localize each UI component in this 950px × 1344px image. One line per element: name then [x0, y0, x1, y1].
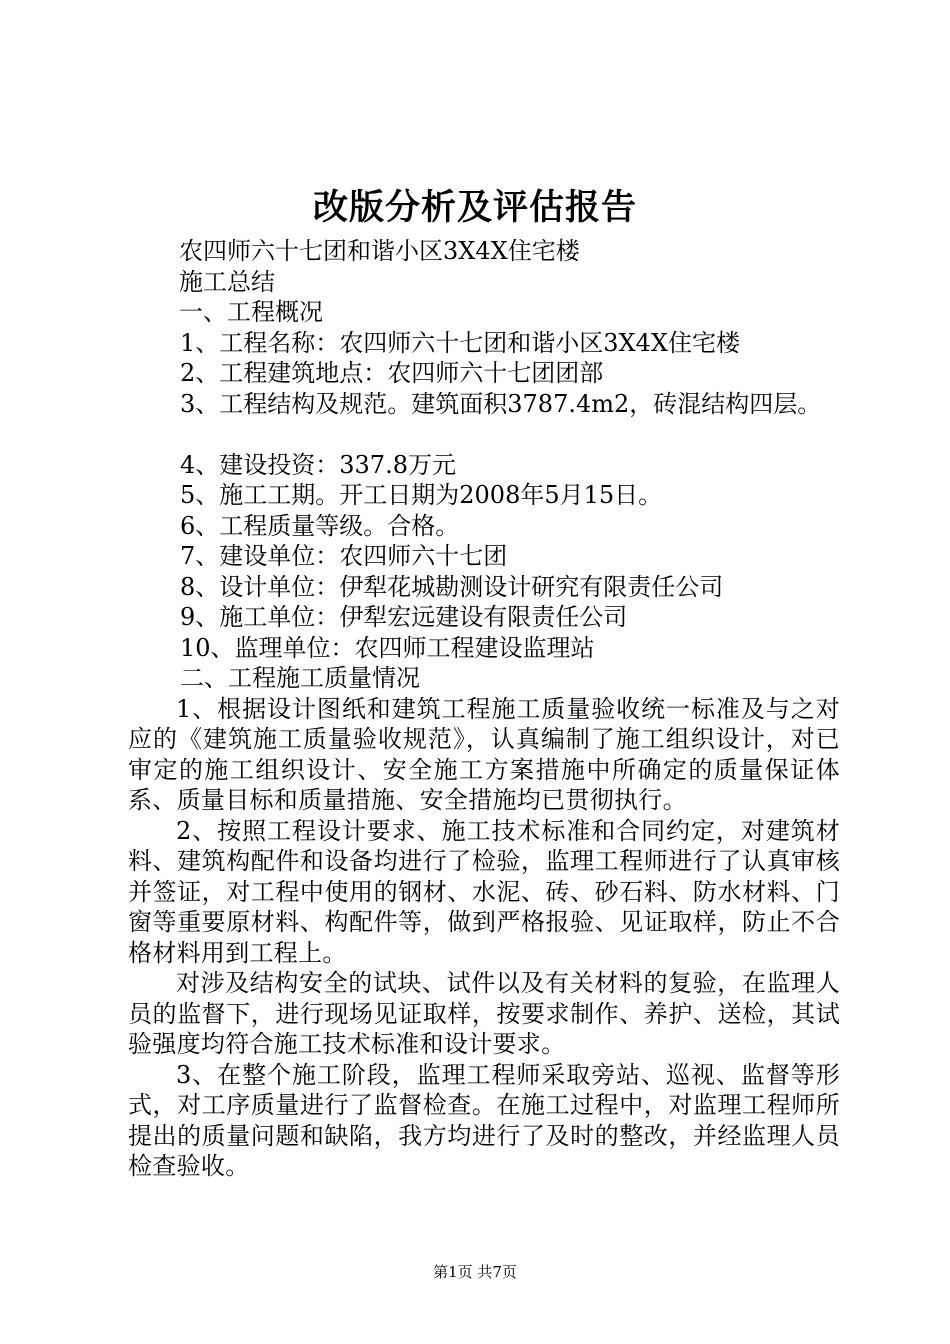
- document-body: [128, 236, 840, 1182]
- body-paragraph: 对涉及结构安全的试块、试件以及有关材料的复验，在监理人员的监督下，进行现场见证取样，按要求制作、养护、送检，其试验强度均符合施工技术标准和设计要求。: [128, 969, 840, 1058]
- body-paragraph: 2、按照工程设计要求、施工技术标准和合同约定，对建筑材料、建筑构配件和设备均进行了检验，监理工程师进行了认真审核并签证，对工程中使用的钢材、水泥、砖、砂石料、防水材料、门窗等重要原材料、构配件等，做到严格报验、见证取样，防止不合格材料用到工程上。: [128, 816, 840, 967]
- item-investment: 4、建设投资：337.8万元: [180, 450, 456, 479]
- item-design-unit: 8、设计单位：伊犁花城勘测设计研究有限责任公司: [180, 572, 724, 601]
- item-quality-grade: 6、工程质量等级。合格。: [180, 511, 460, 540]
- summary-heading: 施工总结: [179, 267, 275, 296]
- item-supervision-unit: 10、监理单位：农四师工程建设监理站: [180, 633, 595, 662]
- item-project-location: 2、工程建筑地点：农四师六十七团团部: [180, 359, 604, 387]
- section-heading-quality: 二、工程施工质量情况: [180, 664, 420, 692]
- page-number-footer: 第1页 共7页: [433, 1263, 517, 1281]
- section-heading-overview: 一、工程概况: [179, 298, 323, 326]
- item-project-name: 1、工程名称：农四师六十七团和谐小区3X4X住宅楼: [180, 328, 740, 357]
- body-paragraph: 1、根据设计图纸和建筑工程施工质量验收统一标准及与之对应的《建筑施工质量验收规范》，认真编制了施工组织设计，对已审定的施工组织设计、安全施工方案措施中所确定的质量保证体系、质量目标和质量措施、安全措施均已贯彻执行。: [128, 694, 840, 814]
- item-project-structure: 3、工程结构及规范。建筑面积3787.4m2，砖混结构四层。: [180, 389, 822, 418]
- document-title: 改版分析及评估报告: [312, 187, 637, 228]
- body-paragraph: 3、在整个施工阶段，监理工程师采取旁站、巡视、监督等形式，对工序质量进行了监督检查。在施工过程中，对监理工程师所提出的质量问题和缺陷，我方均进行了及时的整改，并经监理人员检查验收。: [128, 1060, 840, 1180]
- item-owner-unit: 7、建设单位：农四师六十七团: [180, 542, 508, 570]
- item-construction-unit: 9、施工单位：伊犁宏远建设有限责任公司: [180, 603, 628, 631]
- project-name-line: 农四师六十七团和谐小区3X4X住宅楼: [179, 237, 580, 265]
- item-schedule: 5、施工工期。开工日期为2008年5月15日。: [180, 481, 663, 509]
- blank-line: [128, 419, 840, 450]
